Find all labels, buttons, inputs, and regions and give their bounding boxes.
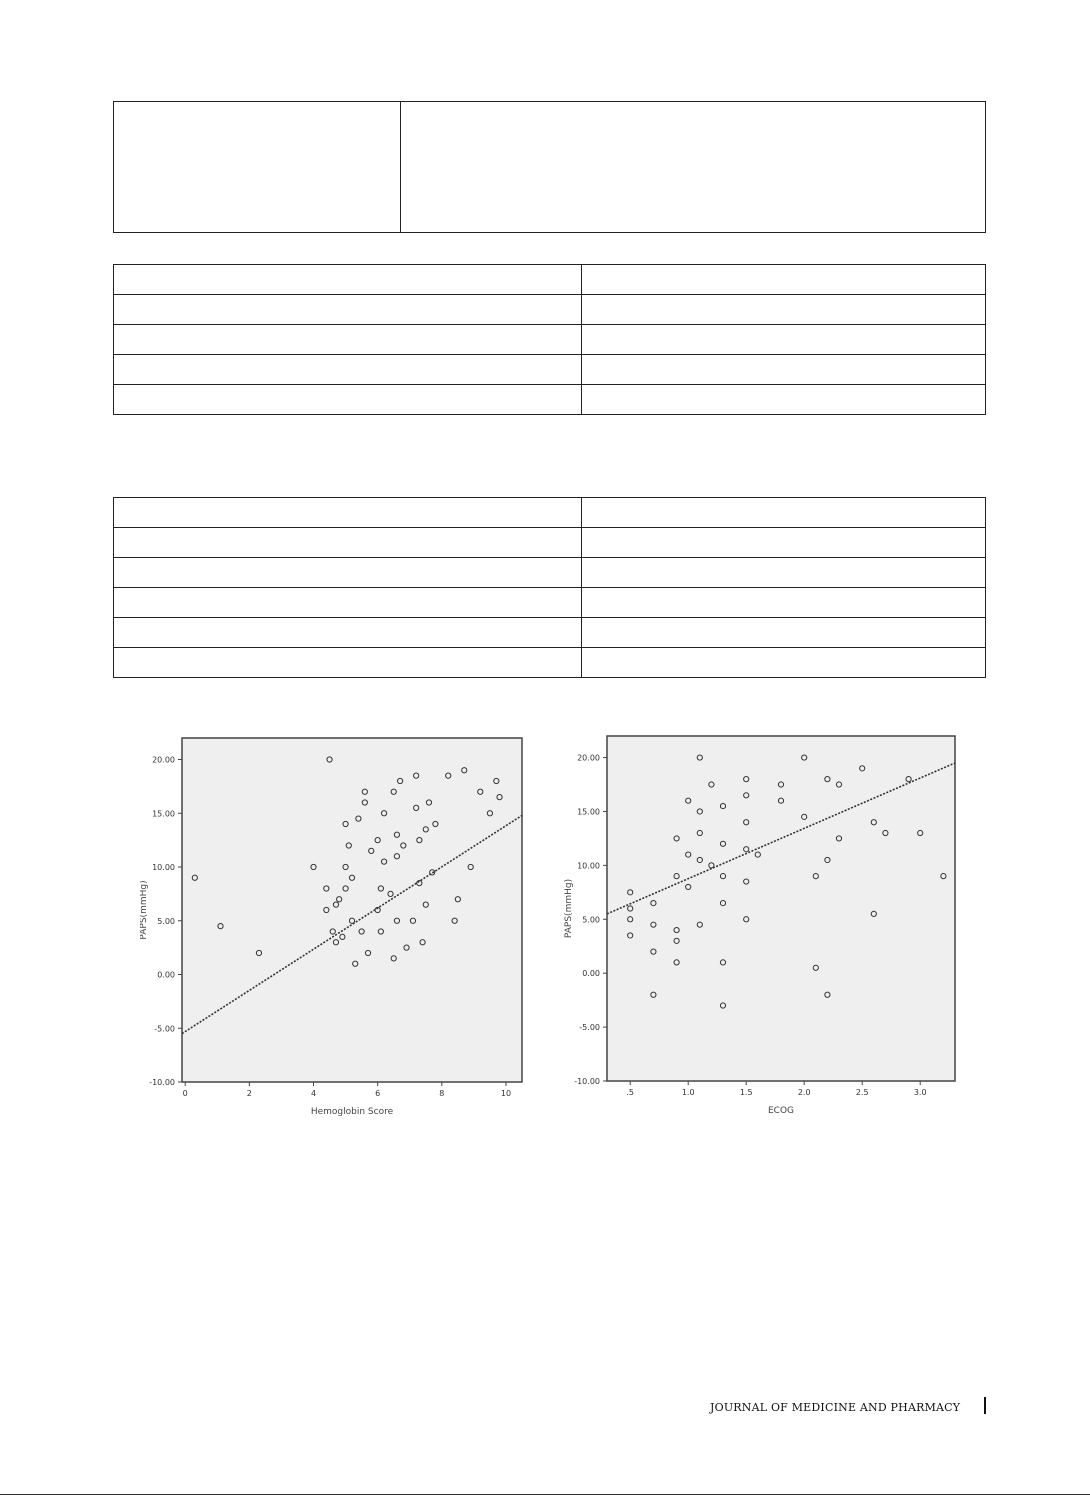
y-tick-label: 0.00 xyxy=(582,969,600,979)
x-tick-label: 0 xyxy=(182,1089,188,1098)
table-cell xyxy=(114,355,582,385)
x-tick-label: 2.0 xyxy=(797,1088,811,1097)
x-tick-label: .5 xyxy=(626,1088,635,1097)
x-tick-label: 1.5 xyxy=(739,1088,753,1097)
x-tick-label: 6 xyxy=(375,1089,381,1098)
y-tick-label: -5.00 xyxy=(579,1023,600,1033)
y-tick-label: 15.00 xyxy=(577,807,600,817)
table-cell xyxy=(114,385,582,415)
y-tick-label: 0.00 xyxy=(157,970,175,980)
table-cell xyxy=(114,325,582,355)
table-row xyxy=(114,528,986,558)
x-tick-label: 1.0 xyxy=(681,1088,695,1097)
plot-area xyxy=(182,738,522,1082)
table-row xyxy=(114,618,986,648)
y-axis-label: PAPS(mmHg) xyxy=(140,880,149,940)
y-tick-label: 10.00 xyxy=(152,863,175,872)
table-cell xyxy=(114,528,582,558)
x-tick-label: 4 xyxy=(310,1089,317,1098)
table-1 xyxy=(113,101,986,233)
table-3 xyxy=(113,497,986,678)
table-row xyxy=(114,385,986,415)
table-row xyxy=(114,648,986,678)
x-tick-label: 3.0 xyxy=(913,1088,927,1097)
table-cell xyxy=(114,102,401,233)
y-tick-label: 15.00 xyxy=(152,809,175,819)
scatter-plot-svg xyxy=(140,726,540,1126)
table-cell xyxy=(582,618,986,648)
y-tick-label: 20.00 xyxy=(152,755,175,765)
scatter-plot-hemoglobin xyxy=(140,726,540,1130)
table-cell xyxy=(582,385,986,415)
y-tick-label: -10.00 xyxy=(149,1078,175,1087)
table-row xyxy=(114,265,986,295)
table-row xyxy=(114,588,986,618)
table-row xyxy=(114,102,986,233)
x-tick-label: 10 xyxy=(500,1089,512,1098)
table-cell xyxy=(582,498,986,528)
y-axis-label: PAPS(mmHg) xyxy=(564,878,574,939)
y-tick-label: 10.00 xyxy=(577,861,600,871)
footer-rule xyxy=(0,1494,1090,1495)
table-cell xyxy=(114,588,582,618)
table-cell xyxy=(114,265,582,295)
x-tick-label: 2.5 xyxy=(855,1088,869,1097)
table-cell xyxy=(582,295,986,325)
x-axis-label: ECOG xyxy=(767,1106,795,1116)
scatter-plot-svg xyxy=(560,726,970,1126)
table-cell xyxy=(582,528,986,558)
y-tick-label: -5.00 xyxy=(154,1024,175,1034)
table-row xyxy=(114,325,986,355)
x-axis-label: Hemoglobin Score xyxy=(310,1107,394,1117)
footer-bar xyxy=(984,1397,986,1414)
table-cell xyxy=(114,648,582,678)
y-tick-label: 20.00 xyxy=(577,753,600,763)
table-row xyxy=(114,295,986,325)
table-cell xyxy=(582,325,986,355)
table-cell xyxy=(582,355,986,385)
y-tick-label: 5.00 xyxy=(582,915,600,925)
x-tick-label: 8 xyxy=(439,1089,445,1098)
table-cell xyxy=(114,618,582,648)
table-row xyxy=(114,558,986,588)
y-tick-label: -10.00 xyxy=(574,1077,600,1086)
table-cell xyxy=(582,558,986,588)
footer-journal-name: JOURNAL OF MEDICINE AND PHARMACY xyxy=(710,1401,961,1414)
table-cell xyxy=(114,558,582,588)
scatter-plot-ecog xyxy=(560,726,970,1130)
table-cell xyxy=(582,588,986,618)
x-tick-label: 2 xyxy=(246,1089,252,1098)
plot-area xyxy=(607,736,955,1081)
table-row xyxy=(114,498,986,528)
table-cell xyxy=(582,648,986,678)
table-cell xyxy=(114,295,582,325)
table-2 xyxy=(113,264,986,415)
table-cell xyxy=(582,265,986,295)
y-tick-label: 5.00 xyxy=(157,916,175,926)
table-cell xyxy=(114,498,582,528)
table-cell xyxy=(401,102,986,233)
table-row xyxy=(114,355,986,385)
